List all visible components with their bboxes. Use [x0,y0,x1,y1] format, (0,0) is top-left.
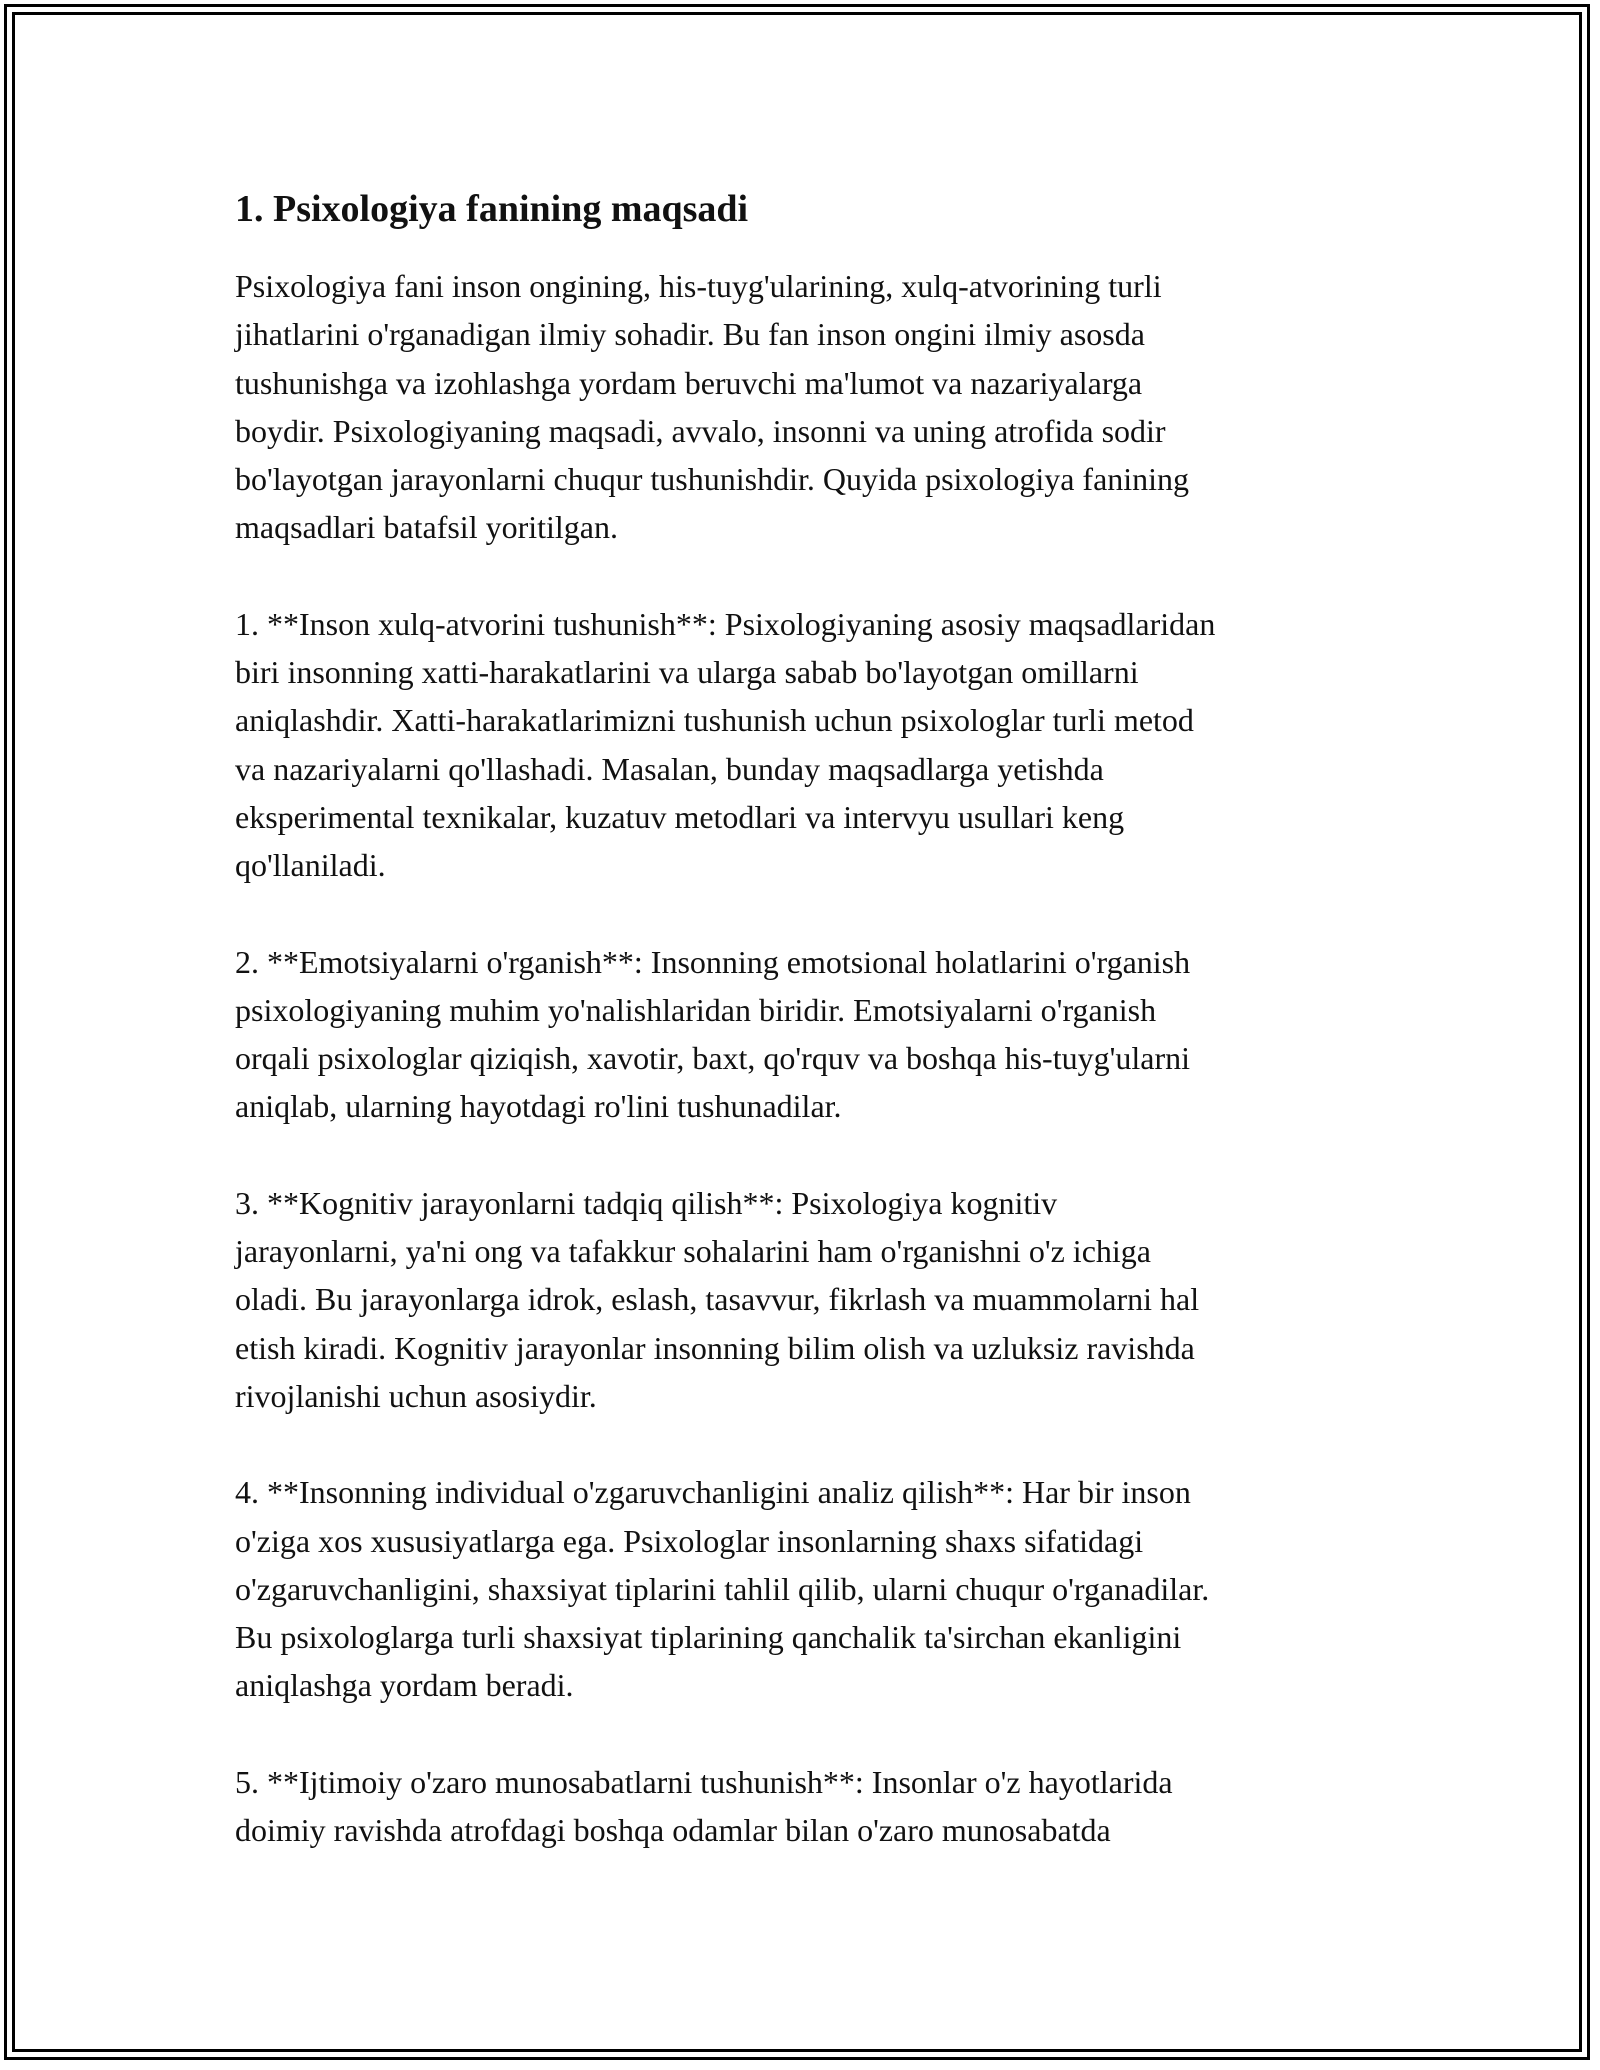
text-line: bo'layotgan jarayonlarni chuqur tushunishdir. Quyida psixologiya fanining [235,461,1190,498]
text-line: va nazariyalarni qo'llashadi. Masalan, bunday maqsadlarga yetishda [235,750,1104,787]
intro-paragraph [235,262,1365,552]
text-line: 2. **Emotsiyalarni o'rganish**: Insonning emotsional holatlarini o'rganish [235,943,1191,980]
text-line: doimiy ravishda atrofdagi boshqa odamlar bilan o'zaro munosabatda [235,1812,1111,1849]
list-item-paragraph [235,600,1365,890]
document-body [235,185,1365,1902]
text-line: rivojlanishi uchun asosiydir. [235,1377,597,1414]
text-line: qo'llaniladi. [235,847,386,884]
text-line: aniqlashdir. Xatti-harakatlarimizni tushunish uchun psixologlar turli metod [235,702,1194,739]
list-item-paragraph [235,938,1365,1131]
text-line: 3. **Kognitiv jarayonlarni tadqiq qilish**: Psixologiya kognitiv [235,1184,1058,1221]
text-line: jihatlarini o'rganadigan ilmiy sohadir. Bu fan inson ongini ilmiy asosda [235,316,1145,353]
text-line: etish kiradi. Kognitiv jarayonlar insonning bilim olish va uzluksiz ravishda [235,1329,1195,1366]
text-line: biri insonning xatti-harakatlarini va ularga sabab bo'layotgan omillarni [235,654,1139,691]
text-line: boydir. Psixologiyaning maqsadi, avvalo, insonni va uning atrofida sodir [235,412,1166,449]
text-line: o'zgaruvchanligini, shaxsiyat tiplarini tahlil qilib, ularni chuqur o'rganadilar. [235,1570,1210,1607]
text-line: aniqlab, ularning hayotdagi ro'lini tushunadilar. [235,1088,842,1125]
text-line: maqsadlari batafsil yoritilgan. [235,509,618,546]
text-line: jarayonlarni, ya'ni ong va tafakkur sohalarini ham o'rganishni o'z ichiga [235,1233,1151,1270]
text-line: oladi. Bu jarayonlarga idrok, eslash, tasavvur, fikrlash va muammolarni hal [235,1281,1200,1318]
text-line: Bu psixologlarga turli shaxsiyat tiplarining qanchalik ta'sirchan ekanligini [235,1619,1182,1656]
list-item-paragraph [235,1758,1365,1855]
text-line: orqali psixologlar qiziqish, xavotir, baxt, qo'rquv va boshqa his-tuyg'ularni [235,1040,1190,1077]
text-line: 4. **Insonning individual o'zgaruvchanligini analiz qilish**: Har bir inson [235,1474,1191,1511]
list-item-paragraph [235,1468,1365,1709]
text-line: Psixologiya fani inson ongining, his-tuyg'ularining, xulq-atvorining turli [235,268,1162,304]
text-line: 5. **Ijtimoiy o'zaro munosabatlarni tushunish**: Insonlar o'z hayotlarida [235,1763,1173,1800]
text-line: 1. **Inson xulq-atvorini tushunish**: Psixologiyaning asosiy maqsadlaridan [235,605,1216,642]
text-line: tushunishga va izohlashga yordam beruvchi ma'lumot va nazariyalarga [235,364,1143,401]
text-line: eksperimental texnikalar, kuzatuv metodlari va intervyu usullari keng [235,798,1125,835]
text-line: psixologiyaning muhim yo'nalishlaridan biridir. Emotsiyalarni o'rganish [235,991,1157,1028]
text-line: o'ziga xos xususiyatlarga ega. Psixologlar insonlarning shaxs sifatidagi [235,1522,1144,1559]
list-item-paragraph [235,1179,1365,1420]
section-heading: 1. Psixologiya fanining maqsadi [235,188,749,230]
text-line: aniqlashga yordam beradi. [235,1667,574,1704]
